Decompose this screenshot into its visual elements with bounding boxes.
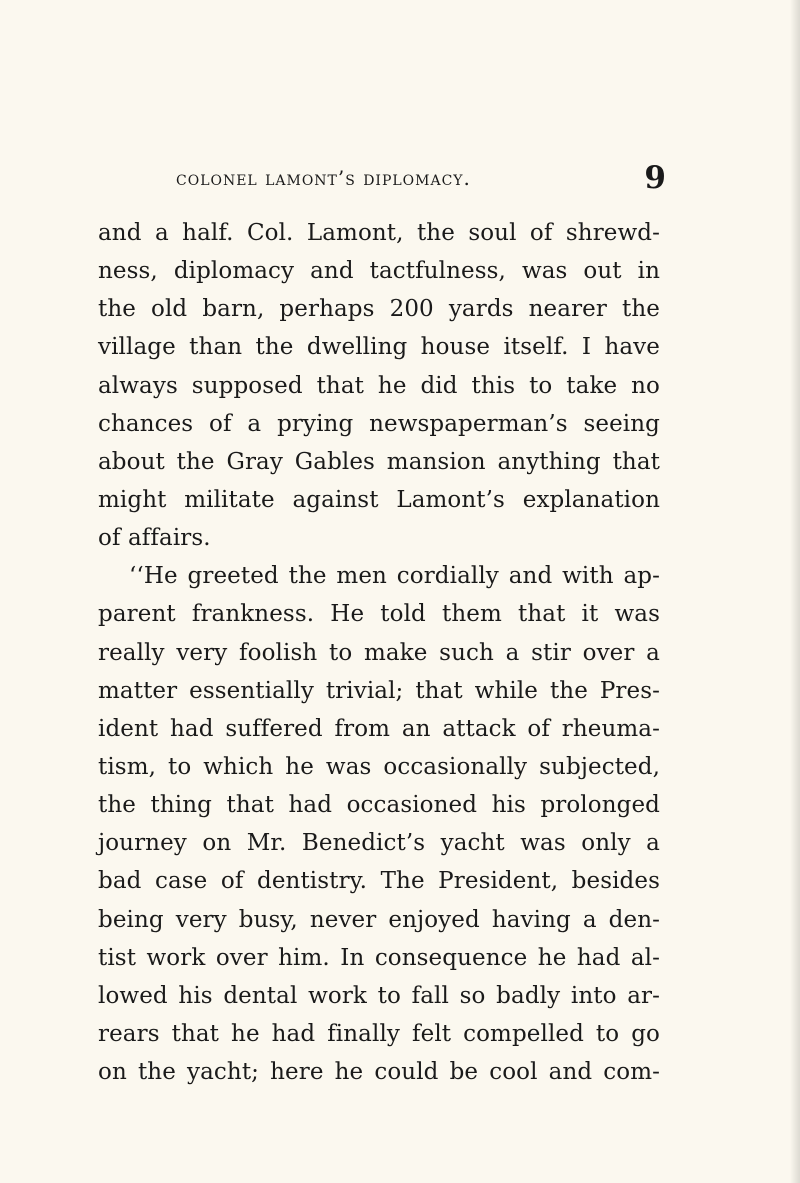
running-title: colonel lamont’s diplomacy. [176,166,471,190]
text-line: about the Gray Gables mansion anything that [98,448,660,475]
body-text [98,214,660,1091]
text-line: village than the dwelling house itself. I have [98,334,660,361]
text-line: and a half. Col. Lamont, the soul of shrewd- [98,220,660,246]
text-line: parent frankness. He told them that it was [98,601,660,628]
page-header [176,160,666,196]
page-number: 9 [644,160,666,196]
text-line: might militate against Lamont’s explanation [98,486,660,513]
text-line: the old barn, perhaps 200 yards nearer the [98,296,660,323]
text-line: the thing that had occasioned his prolonged [98,792,660,819]
text-line: tism, to which he was occasionally subjected, [98,753,660,780]
text-line: always supposed that he did this to take no [98,372,660,399]
text-line: being very busy, never enjoyed having a den- [98,906,660,933]
text-line: journey on Mr. Benedict’s yacht was only a [98,830,660,857]
text-line: chances of a prying newspaperman’s seeing [98,410,660,437]
text-line: rears that he had finally felt compelled to go [98,1020,660,1047]
text-line: ‘‘He greeted the men cordially and with ap- [129,563,660,590]
text-line: matter essentially trivial; that while the Pres- [98,677,660,704]
text-line: tist work over him. In consequence he had al- [98,944,660,971]
text-line: ness, diplomacy and tactfulness, was out in [98,258,660,285]
text-line: on the yacht; here he could be cool and com- [98,1059,660,1086]
text-line: lowed his dental work to fall so badly into ar- [98,982,660,1009]
text-line: really very foolish to make such a stir over a [98,639,660,666]
page-edge-shadow [790,0,800,1183]
text-line: bad case of dentistry. The President, besides [98,868,660,895]
text-line: ident had suffered from an attack of rheuma- [98,715,660,742]
text-line: of affairs. [98,525,211,552]
